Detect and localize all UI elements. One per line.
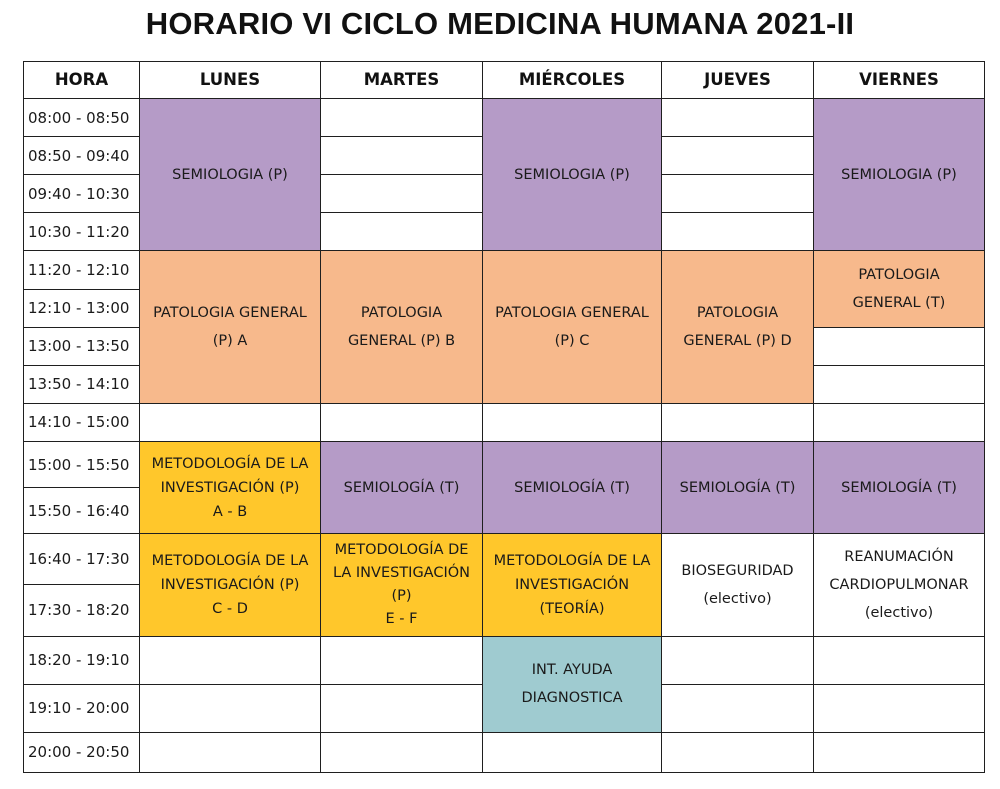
course-label: SEMIOLOGIA (P)	[841, 166, 957, 183]
empty-cell	[140, 684, 321, 732]
empty-cell	[814, 732, 985, 772]
header-miercoles: MIÉRCOLES	[483, 62, 662, 99]
course-cell	[662, 534, 814, 636]
time-cell: 14:10 - 15:00	[24, 403, 140, 441]
course-label: SEMIOLOGÍA (T)	[679, 479, 796, 496]
empty-cell	[140, 636, 321, 684]
time-cell: 17:30 - 18:20	[24, 585, 140, 636]
course-label: METODOLOGÍA DE LA INVESTIGACIÓN (P) E - F	[332, 541, 471, 627]
empty-cell	[662, 403, 814, 441]
time-cell: 13:00 - 13:50	[24, 327, 140, 365]
empty-cell	[814, 684, 985, 732]
course-label: SEMIOLOGIA (P)	[514, 166, 630, 183]
course-cell	[483, 441, 662, 533]
course-label: SEMIOLOGÍA (T)	[514, 479, 630, 496]
course-cell	[321, 251, 483, 403]
course-label: METODOLOGÍA DE LA INVESTIGACIÓN (P) A - B	[151, 455, 309, 520]
course-label: SEMIOLOGÍA (T)	[841, 479, 957, 496]
empty-cell	[662, 732, 814, 772]
empty-cell	[321, 636, 483, 684]
course-cell	[662, 441, 814, 533]
empty-cell	[483, 403, 662, 441]
empty-cell	[662, 636, 814, 684]
time-cell: 16:40 - 17:30	[24, 534, 140, 585]
course-label: PATOLOGIA GENERAL (P) C	[495, 305, 649, 350]
course-cell	[814, 534, 985, 636]
table-row	[24, 403, 985, 441]
empty-cell	[814, 636, 985, 684]
course-label: BIOSEGURIDAD (electivo)	[681, 562, 794, 607]
table-row	[24, 99, 985, 137]
time-cell: 09:40 - 10:30	[24, 175, 140, 213]
header-jueves: JUEVES	[662, 62, 814, 99]
time-cell: 20:00 - 20:50	[24, 732, 140, 772]
course-cell	[483, 534, 662, 636]
course-label: PATOLOGIA GENERAL (P) D	[683, 305, 792, 350]
empty-cell	[662, 213, 814, 251]
header-martes: MARTES	[321, 62, 483, 99]
empty-cell	[814, 365, 985, 403]
empty-cell	[321, 213, 483, 251]
course-cell	[483, 636, 662, 732]
course-cell	[321, 441, 483, 533]
course-cell	[140, 534, 321, 636]
empty-cell	[321, 175, 483, 213]
course-label: PATOLOGIA GENERAL (P) A	[153, 305, 307, 350]
course-cell	[814, 251, 985, 327]
time-cell: 15:00 - 15:50	[24, 441, 140, 487]
time-cell: 15:50 - 16:40	[24, 488, 140, 534]
time-cell: 19:10 - 20:00	[24, 684, 140, 732]
course-cell	[814, 441, 985, 533]
course-label: REANUMACIÓN CARDIOPULMONAR (electivo)	[829, 548, 969, 621]
empty-cell	[321, 137, 483, 175]
time-cell: 08:00 - 08:50	[24, 99, 140, 137]
empty-cell	[814, 327, 985, 365]
course-cell	[140, 251, 321, 403]
time-cell: 18:20 - 19:10	[24, 636, 140, 684]
header-viernes: VIERNES	[814, 62, 985, 99]
course-label: SEMIOLOGÍA (T)	[343, 479, 460, 496]
empty-cell	[662, 684, 814, 732]
empty-cell	[662, 137, 814, 175]
table-row	[24, 441, 985, 487]
table-row	[24, 732, 985, 772]
empty-cell	[662, 99, 814, 137]
page-title: HORARIO VI CICLO MEDICINA HUMANA 2021-II	[145, 6, 855, 41]
course-cell	[140, 99, 321, 251]
table-row	[24, 636, 985, 684]
course-label: SEMIOLOGIA (P)	[172, 166, 288, 183]
course-label: PATOLOGIA GENERAL (T)	[852, 267, 946, 312]
course-label: METODOLOGÍA DE LA INVESTIGACIÓN (TEORÍA)	[493, 552, 651, 617]
empty-cell	[140, 732, 321, 772]
course-cell	[662, 251, 814, 403]
header-lunes: LUNES	[140, 62, 321, 99]
header-row	[24, 62, 985, 99]
time-cell: 12:10 - 13:00	[24, 289, 140, 327]
empty-cell	[140, 403, 321, 441]
course-cell	[814, 99, 985, 251]
course-cell	[321, 534, 483, 636]
time-cell: 13:50 - 14:10	[24, 365, 140, 403]
header-hora: HORA	[24, 62, 140, 99]
empty-cell	[662, 175, 814, 213]
time-cell: 08:50 - 09:40	[24, 137, 140, 175]
empty-cell	[321, 99, 483, 137]
course-label: INT. AYUDA DIAGNOSTICA	[521, 662, 623, 707]
course-cell	[483, 99, 662, 251]
table-row	[24, 251, 985, 289]
table-row	[24, 534, 985, 585]
course-cell	[483, 251, 662, 403]
empty-cell	[483, 732, 662, 772]
empty-cell	[814, 403, 985, 441]
course-label: METODOLOGÍA DE LA INVESTIGACIÓN (P) C - D	[151, 552, 309, 617]
schedule-table	[23, 61, 985, 773]
empty-cell	[321, 732, 483, 772]
course-label: PATOLOGIA GENERAL (P) B	[347, 305, 456, 350]
time-cell: 11:20 - 12:10	[24, 251, 140, 289]
empty-cell	[321, 403, 483, 441]
course-cell	[140, 441, 321, 533]
empty-cell	[321, 684, 483, 732]
time-cell: 10:30 - 11:20	[24, 213, 140, 251]
